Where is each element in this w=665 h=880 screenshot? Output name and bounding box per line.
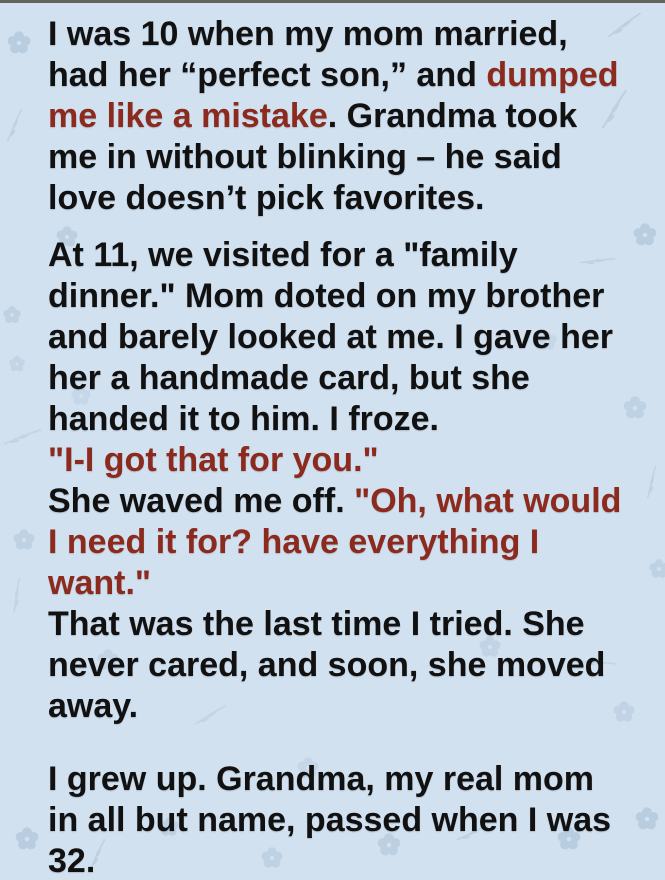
highlighted-text-segment: dumped me like a mistake [48, 56, 619, 135]
top-edge-shadow [0, 0, 665, 3]
text-segment: . Grandma took me in without blinking – he said love doesn’t pick favorites. [48, 97, 578, 217]
highlighted-text-segment: "I-I got that for you." [48, 441, 379, 479]
highlighted-text-segment: "Oh, what would I need it for? have everything I want." [48, 482, 622, 602]
paragraph-1 [48, 14, 628, 219]
paragraph-4 [48, 759, 628, 880]
paragraph-2 [48, 235, 628, 440]
text-segment: She waved me off. [48, 482, 355, 520]
quote-line-2 [48, 481, 628, 604]
paragraph-3 [48, 604, 628, 727]
text-segment: That was the last time I tried. She never cared, and soon, she moved away. [48, 605, 606, 725]
text-segment: At 11, we visited for a "family dinner." Mom doted on my brother and barely looked at me. I gave her her a handmade card, but she handed it to him. I froze. [48, 236, 613, 438]
text-segment: I grew up. Grandma, my real mom in all but name, passed when I was 32. [48, 760, 612, 880]
text-segment: I was 10 when my mom married, had her “perfect son,” and [48, 15, 568, 94]
quote-line-1 [48, 440, 628, 481]
